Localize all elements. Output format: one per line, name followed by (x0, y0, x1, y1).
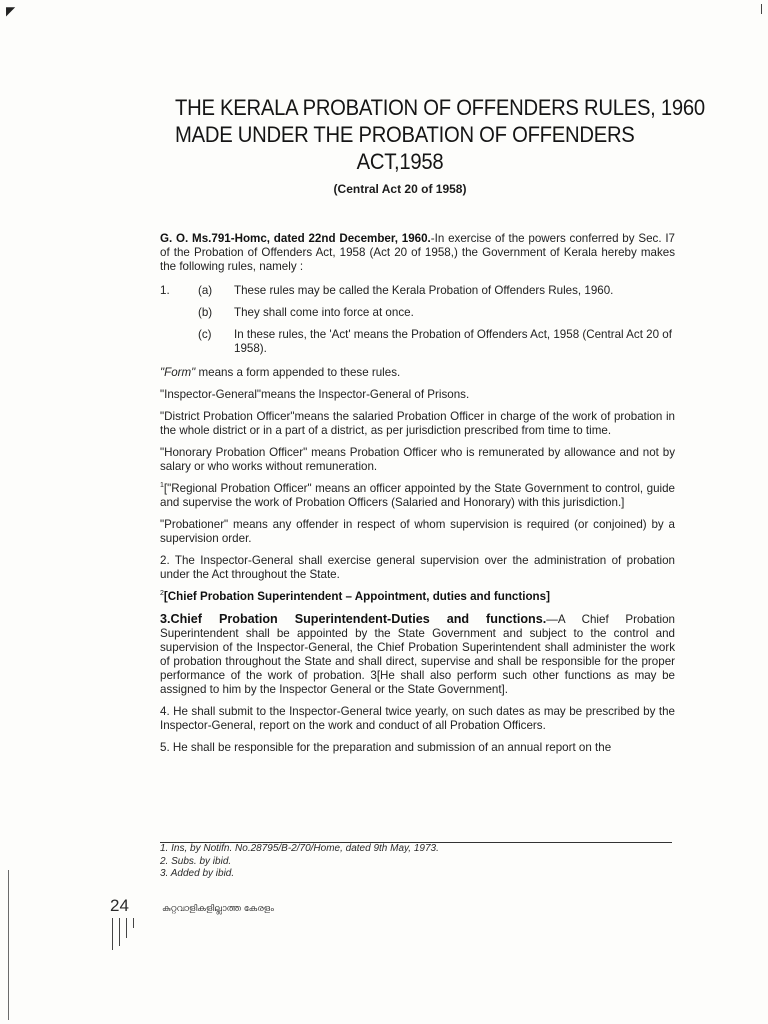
page-number: 24 (110, 896, 129, 915)
definition-form (160, 366, 675, 380)
rule-letter: (c) (198, 328, 212, 341)
form-text: means a form appended to these rules. (195, 366, 401, 379)
binding-marks (112, 918, 140, 950)
rule-letter: (a) (198, 284, 213, 297)
document-body (160, 232, 675, 763)
footnote: 1. Ins, by Notifn. No.28795/B-2/70/Home, dated 9th May, 1973. (160, 843, 439, 854)
paragraph-4: 4. He shall submit to the Inspector-General twice yearly, on such dates as may be prescribed by the Inspector-General, report on the work and conduct of all Probation Officers. (160, 705, 675, 732)
definition-inspector: "Inspector-General"means the Inspector-General of Prisons. (160, 388, 470, 401)
page-subtitle: (Central Act 20 of 1958) (333, 182, 467, 196)
definition-rpo (160, 482, 675, 510)
definition-hpo: "Honorary Probation Officer" means Probation Officer who is remunerated by allowance and not by salary or who works without remuneration. (160, 446, 675, 473)
rule-item-b (198, 306, 675, 320)
paragraph-5: 5. He shall be responsible for the preparation and submission of an annual report on the (160, 741, 612, 754)
para3-heading: 3.Chief Probation Superintendent-Duties and functions. (160, 612, 547, 626)
footnotes (160, 843, 439, 881)
title-line: ACT,1958 (356, 149, 444, 174)
title-line: MADE UNDER THE PROBATION OF OFFENDERS (175, 122, 635, 147)
footnote-mark: 2 (160, 590, 164, 598)
footnote: 2. Subs. by ibid. (160, 855, 232, 867)
running-footer: കുറ്റവാളികളില്ലാത്ത കേരളം (162, 904, 274, 914)
rule-letter: (b) (198, 306, 213, 319)
para3-text: —A Chief Probation Superintendent shall be appointed by the State Government and subject to the control and supervision of the Inspector-General, the Chief Probation Superintendent shall administer the work of probation throughout the State and shall direct, supervise and shall be responsible for the proper performance of the work of probation. 3[He shall also perform such other functions as may be assigned to him by the Inspector General or the State Government]. (160, 613, 675, 696)
section-heading-text: [Chief Probation Superintendent – Appointment, duties and functions] (163, 590, 550, 603)
rpo-text: ["Regional Probation Officer" means an officer appointed by the State Government to control, guide and supervise the work of Probation Officers (Salaried and Honorary) with this jurisdiction.] (160, 482, 675, 509)
rule-text: These rules may be called the Kerala Probation of Offenders Rules, 1960. (234, 284, 614, 297)
rule-text: They shall come into force at once. (234, 306, 414, 319)
rule-item-a (160, 284, 675, 298)
definition-probationer: "Probationer" means any offender in respect of whom supervision is required (or conjoined) by a supervision order. (160, 518, 675, 545)
rule-number: 1. (160, 284, 170, 297)
rule-item-c (198, 328, 675, 356)
footnote-mark: 1 (160, 482, 164, 490)
left-margin-rule (8, 870, 9, 1020)
corner-mark: ◤ (6, 4, 16, 18)
page-title (175, 94, 705, 175)
form-term: "Form" (160, 366, 196, 379)
edge-tick (761, 4, 762, 14)
definition-dpo: "District Probation Officer"means the salaried Probation Officer in charge of the work of probation in the whole district or in a part of a district, as per jurisdiction prescribed from time to time. (160, 410, 675, 437)
go-paragraph (160, 232, 675, 274)
section-heading (160, 590, 675, 604)
go-text: -In exercise of the powers conferred by Sec. I7 of the Probation of Offenders Act, 1958 (Act 20 of 1958,) the Government of Kerala hereby makes the following rules, namely : (160, 232, 675, 273)
paragraph-3 (160, 612, 675, 697)
footnote: 3. Added by ibid. (160, 868, 235, 879)
title-line: THE KERALA PROBATION OF OFFENDERS RULES, 1960 (175, 95, 705, 120)
rule-text: In these rules, the 'Act' means the Probation of Offenders Act, 1958 (Central Act 20 of 1958). (234, 328, 672, 355)
go-heading: G. O. Ms.791-Homc, dated 22nd December, 1960. (160, 232, 431, 245)
paragraph-2: 2. The Inspector-General shall exercise general supervision over the administration of probation under the Act throughout the State. (160, 554, 675, 581)
